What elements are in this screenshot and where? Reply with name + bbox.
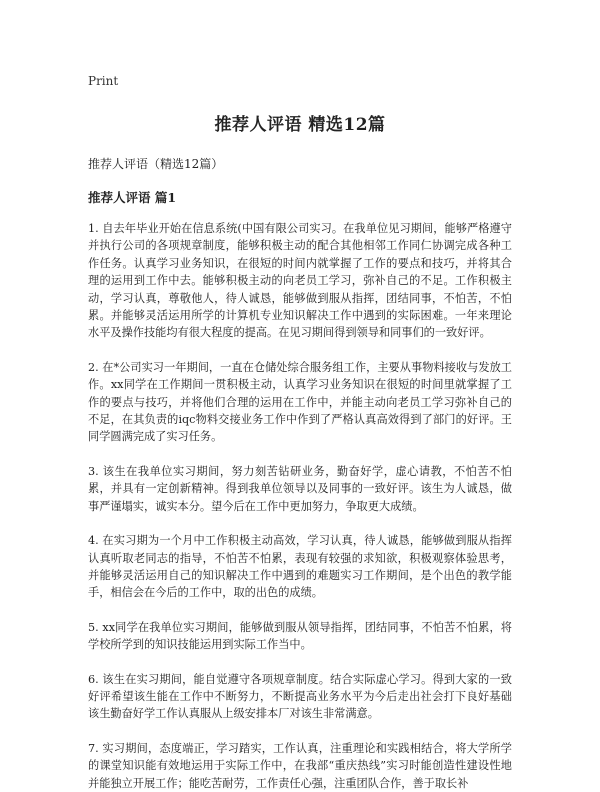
- paragraph-7: 7. 实习期间，态度端正，学习踏实，工作认真，注重理论和实践相结合，将大学所学的课堂知识能有效地运用于实际工作中，在我部“重庆热线”实习时能创造性建设性地并能独立开展工作；能吃苦耐劳，工作责任心强，注重团队合作，善于取长补: [88, 741, 512, 790]
- paragraph-3: 3. 该生在我单位实习期间，努力刻苦钻研业务，勤奋好学，虚心请教，不怕苦不怕累，并具有一定创新精神。得到我单位领导以及同事的一致好评。该生为人诚恳，做事严谨塌实，诚实本分。望今后在工作中更加努力，争取更大成绩。: [88, 464, 512, 513]
- section-heading: 推荐人评语 篇1: [88, 190, 177, 205]
- paragraph-1: 1. 自去年毕业开始在信息系统(中国有限公司实习。在我单位见习期间，能够严格遵守并执行公司的各项规章制度，能够积极主动的配合其他相邻工作同仁协调完成各种工作任务。认真学习业务知识，在很短的时间内就掌握了工作的要点和技巧，并将其合理的运用到工作中去。能够积极主动的向老员工学习，弥补自己的不足。工作积极主动，学习认真，尊敬他人，待人诚恳，能够做到服从指挥，团结同事，不怕苦，不怕累。并能够灵活运用所学的计算机专业知识解决工作中遇到的实际困难。一年来理论水平及操作技能均有很大程度的提高。在见习期间得到领导和同事们的一致好评。: [88, 222, 512, 340]
- paragraph-5: 5. xx同学在我单位实习期间，能够做到服从领导指挥，团结同事，不怕苦不怕累，将学校所学到的知识技能运用到实际工作当中。: [88, 620, 512, 652]
- paragraph-2: 2. 在*公司实习一年期间，一直在仓储处综合服务组工作，主要从事物料接收与发放工作。xx同学在工作期间一贯积极主动，认真学习业务知识在很短的时间里就掌握了工作的要点与技巧，并将他们合理的运用在工作中，并能主动向老员工学习弥补自己的不足，在其负责的iqc物料交接业务工作中作到了严格认真高效得到了部门的好评。王同学圆满完成了实习任务。: [88, 360, 512, 444]
- paragraph-6: 6. 该生在实习期间，能自觉遵守各项规章制度。结合实际虚心学习。得到大家的一致好评希望该生能在工作中不断努力，不断提高业务水平为今后走出社会打下良好基础该生勤奋好学工作认真服从上级安排本厂对该生非常满意。: [88, 672, 512, 721]
- print-link[interactable]: Print: [88, 74, 119, 88]
- document-subtitle: 推荐人评语（精选12篇）: [88, 157, 224, 171]
- page-title: 推荐人评语 精选12篇: [214, 115, 386, 135]
- paragraph-4: 4. 在实习期为一个月中工作积极主动高效，学习认真，待人诚恳，能够做到服从指挥认真听取老同志的指导，不怕苦不怕累，表现有较强的求知欲，积极观察体验思考，并能够灵活运用自己的知识解决工作中遇到的难题实习工作期间，是个出色的教学能手，相信会在今后的工作中，取的出色的成绩。: [88, 534, 512, 600]
